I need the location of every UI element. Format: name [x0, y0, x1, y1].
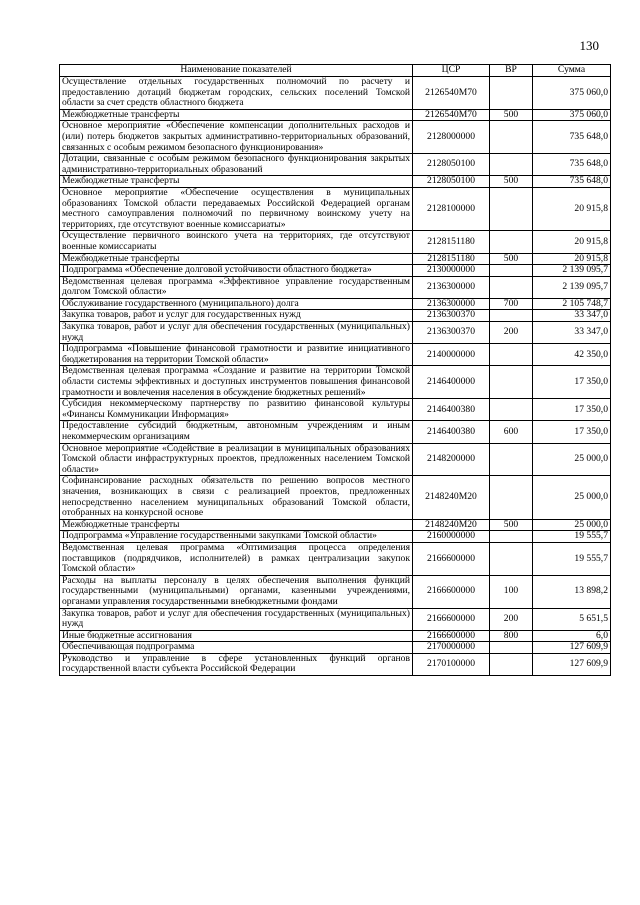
row-code: 2136300000 [413, 276, 490, 298]
row-code: 2170100000 [413, 653, 490, 675]
row-name: Межбюджетные трансферты [60, 519, 413, 531]
row-code: 2146400380 [413, 421, 490, 443]
row-sum: 33 347,0 [533, 322, 611, 344]
row-vr [490, 366, 533, 399]
table-row [60, 154, 611, 176]
table-row [60, 121, 611, 154]
row-name: Руководство и управление в сфере установленных функций органов государственной власти субъекта Российской Федерации [60, 653, 413, 675]
row-code: 2128050100 [413, 154, 490, 176]
table-row [60, 608, 611, 630]
row-code: 2126540M70 [413, 109, 490, 121]
row-vr: 200 [490, 322, 533, 344]
table-row [60, 231, 611, 253]
row-sum: 19 555,7 [533, 542, 611, 575]
row-code: 2128050100 [413, 176, 490, 188]
row-vr [490, 653, 533, 675]
row-name: Подпрограмма «Управление государственными закупками Томской области» [60, 531, 413, 543]
row-code: 2130000000 [413, 265, 490, 277]
row-sum: 5 651,5 [533, 608, 611, 630]
budget-table [59, 64, 611, 676]
row-code: 2148240M20 [413, 476, 490, 519]
row-sum: 42 350,0 [533, 344, 611, 366]
row-name: Осуществление отдельных государственных полномочий по расчету и предоставлению дотаций бюджетам городских, сельских поселений Томской области за счет средств областного бюджета [60, 77, 413, 110]
row-sum: 375 060,0 [533, 77, 611, 110]
row-sum: 735 648,0 [533, 154, 611, 176]
row-vr [490, 121, 533, 154]
row-sum: 127 609,9 [533, 642, 611, 654]
row-name: Расходы на выплаты персоналу в целях обеспечения выполнения функций государственными (муниципальными) органами, казенными учреждениями, органами управления государственными внебюджетными фондами [60, 575, 413, 608]
row-vr [490, 77, 533, 110]
header-vr: ВР [490, 65, 533, 77]
header-sum: Сумма [533, 65, 611, 77]
row-code: 2126540M70 [413, 77, 490, 110]
row-name: Основное мероприятие «Обеспечение компенсации дополнительных расходов и (или) потерь бюджетов закрытых административно-территориальных образований, связанных с особым режимом безопасного функционирования» [60, 121, 413, 154]
row-vr: 200 [490, 608, 533, 630]
table-row [60, 519, 611, 531]
row-code: 2146400380 [413, 399, 490, 421]
page-number: 130 [579, 38, 599, 53]
row-vr: 500 [490, 176, 533, 188]
row-sum: 17 350,0 [533, 366, 611, 399]
row-name: Закупка товаров, работ и услуг для государственных нужд [60, 310, 413, 322]
row-sum: 2 139 095,7 [533, 265, 611, 277]
row-vr [490, 531, 533, 543]
row-name: Ведомственная целевая программа «Эффективное управление государственным долгом Томской области» [60, 276, 413, 298]
row-vr: 500 [490, 519, 533, 531]
row-sum: 20 915,8 [533, 187, 611, 230]
row-code: 2140000000 [413, 344, 490, 366]
table-row [60, 265, 611, 277]
table-row [60, 77, 611, 110]
table-row [60, 476, 611, 519]
row-name: Закупка товаров, работ и услуг для обеспечения государственных (муниципальных) нужд [60, 322, 413, 344]
row-code: 2128100000 [413, 187, 490, 230]
row-vr: 500 [490, 109, 533, 121]
table-row [60, 421, 611, 443]
table-row [60, 443, 611, 476]
row-code: 2148240M20 [413, 519, 490, 531]
row-vr [490, 476, 533, 519]
row-sum: 13 898,2 [533, 575, 611, 608]
row-vr [490, 642, 533, 654]
row-name: Осуществление первичного воинского учета на территориях, где отсутствуют военные комиссариаты [60, 231, 413, 253]
row-sum: 375 060,0 [533, 109, 611, 121]
row-sum: 17 350,0 [533, 399, 611, 421]
table-row [60, 399, 611, 421]
row-vr: 700 [490, 298, 533, 310]
table-row [60, 176, 611, 188]
table-row [60, 298, 611, 310]
row-name: Межбюджетные трансферты [60, 176, 413, 188]
table-row [60, 310, 611, 322]
row-name: Подпрограмма «Повышение финансовой грамотности и развитие инициативного бюджетирования на территории Томской области» [60, 344, 413, 366]
row-name: Закупка товаров, работ и услуг для обеспечения государственных (муниципальных) нужд [60, 608, 413, 630]
row-name: Предоставление субсидий бюджетным, автономным учреждениям и иным некоммерческим организациям [60, 421, 413, 443]
row-code: 2148200000 [413, 443, 490, 476]
row-sum: 25 000,0 [533, 443, 611, 476]
row-vr [490, 265, 533, 277]
header-name: Наименование показателей [60, 65, 413, 77]
row-sum: 127 609,9 [533, 653, 611, 675]
row-sum: 25 000,0 [533, 519, 611, 531]
row-vr [490, 399, 533, 421]
row-vr [490, 443, 533, 476]
row-sum: 25 000,0 [533, 476, 611, 519]
row-sum: 20 915,8 [533, 231, 611, 253]
table-row [60, 531, 611, 543]
row-code: 2136300370 [413, 322, 490, 344]
row-sum: 17 350,0 [533, 421, 611, 443]
row-code: 2166600000 [413, 542, 490, 575]
row-sum: 735 648,0 [533, 121, 611, 154]
row-sum: 33 347,0 [533, 310, 611, 322]
table-row [60, 253, 611, 265]
row-sum: 735 648,0 [533, 176, 611, 188]
row-vr: 500 [490, 253, 533, 265]
row-code: 2128151180 [413, 231, 490, 253]
row-code: 2146400000 [413, 366, 490, 399]
row-code: 2166600000 [413, 608, 490, 630]
table-row [60, 642, 611, 654]
row-vr [490, 231, 533, 253]
row-vr [490, 276, 533, 298]
row-sum: 2 139 095,7 [533, 276, 611, 298]
row-code: 2128000000 [413, 121, 490, 154]
table-row [60, 575, 611, 608]
row-name: Субсидия некоммерческому партнерству по развитию финансовой культуры «Финансы Коммуникации Информация» [60, 399, 413, 421]
row-sum: 2 105 748,7 [533, 298, 611, 310]
row-code: 2166600000 [413, 630, 490, 642]
row-code: 2128151180 [413, 253, 490, 265]
table-row [60, 344, 611, 366]
row-code: 2160000000 [413, 531, 490, 543]
table-row [60, 542, 611, 575]
row-code: 2166600000 [413, 575, 490, 608]
table-row [60, 109, 611, 121]
row-code: 2136300000 [413, 298, 490, 310]
row-name: Межбюджетные трансферты [60, 253, 413, 265]
row-sum: 6,0 [533, 630, 611, 642]
row-sum: 20 915,8 [533, 253, 611, 265]
row-name: Основное мероприятие «Обеспечение осуществления в муниципальных образованиях Томской области передаваемых Российской Федерацией органам местного самоуправления полномочий по первичному воинскому учету на территориях, где отсутствуют военные комиссариаты» [60, 187, 413, 230]
table-row [60, 187, 611, 230]
table-row [60, 653, 611, 675]
row-vr [490, 187, 533, 230]
row-sum: 19 555,7 [533, 531, 611, 543]
row-name: Обеспечивающая подпрограмма [60, 642, 413, 654]
row-code: 2170000000 [413, 642, 490, 654]
row-vr: 800 [490, 630, 533, 642]
row-vr [490, 154, 533, 176]
row-name: Дотации, связанные с особым режимом безопасного функционирования закрытых административно-территориальных образований [60, 154, 413, 176]
row-vr: 100 [490, 575, 533, 608]
row-name: Ведомственная целевая программа «Оптимизация процесса определения поставщиков (подрядчиков, исполнителей) в рамках централизации закупок Томской области» [60, 542, 413, 575]
row-vr [490, 344, 533, 366]
row-name: Межбюджетные трансферты [60, 109, 413, 121]
row-name: Обслуживание государственного (муниципального) долга [60, 298, 413, 310]
row-vr: 600 [490, 421, 533, 443]
row-name: Ведомственная целевая программа «Создание и развитие на территории Томской области системы эффективных и доступных инструментов повышения финансовой грамотности и вовлечения населения в обсуждение бюджетных решений» [60, 366, 413, 399]
row-name: Иные бюджетные ассигнования [60, 630, 413, 642]
table-header-row [60, 65, 611, 77]
row-vr [490, 542, 533, 575]
row-code: 2136300370 [413, 310, 490, 322]
table-row [60, 366, 611, 399]
row-name: Софинансирование расходных обязательств по решению вопросов местного значения, возникающих в связи с реализацией проектов, предложенных непосредственно населением муниципальных образований Томской области, отобранных на конкурсной основе [60, 476, 413, 519]
table-row [60, 630, 611, 642]
row-name: Основное мероприятие «Содействие в реализации в муниципальных образованиях Томской области инфраструктурных проектов, предложенных населением Томской области» [60, 443, 413, 476]
table-row [60, 322, 611, 344]
header-code: ЦСР [413, 65, 490, 77]
row-vr [490, 310, 533, 322]
table-row [60, 276, 611, 298]
row-name: Подпрограмма «Обеспечение долговой устойчивости областного бюджета» [60, 265, 413, 277]
